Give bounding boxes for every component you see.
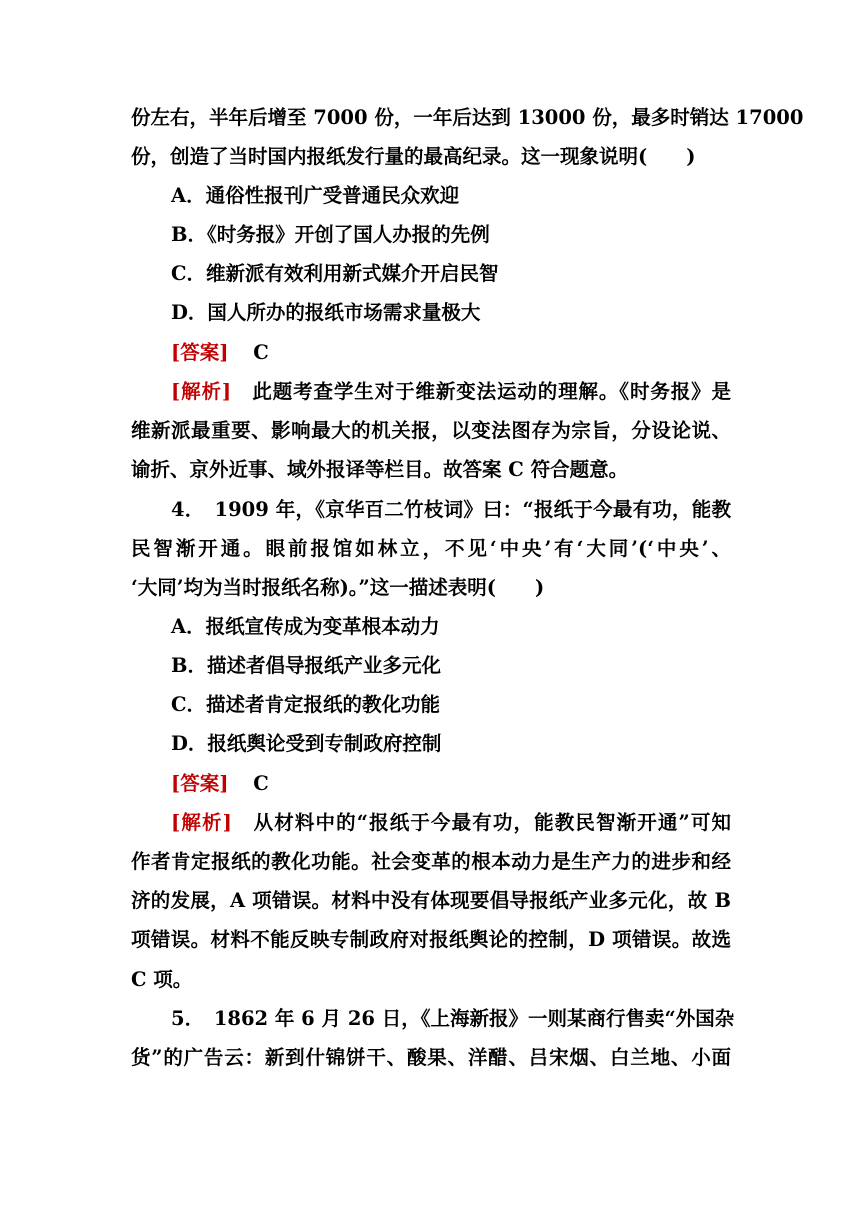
option-d: D．报纸舆论受到专制政府控制 [171,732,442,755]
answer-label: [答案] [171,341,229,364]
answer-value: C [253,341,269,364]
option-c: C．描述者肯定报纸的教化功能 [171,693,441,716]
option-b: B．《时务报》开创了国人办报的先例 [171,223,490,246]
text-line: 货”的广告云：新到什锦饼干、酸果、洋醋、吕宋烟、白兰地、小面 [131,1046,731,1069]
text-line: C 项。 [131,968,193,991]
option-a: A．报纸宣传成为变革根本动力 [171,615,440,638]
analysis-line [171,810,731,836]
analysis-text: 从材料中的“报纸于今最有功，能教民智渐开通”可知 [231,811,731,834]
question-5-title: 5． 1862 年 6 月 26 日，《上海新报》一则某商行售卖“外国杂 [171,1007,735,1030]
text-line: 民智渐开通。眼前报馆如林立，不见‘中央’有‘大同’(‘中央’、 [131,537,731,560]
text-line: ‘大同’均为当时报纸名称)。”这一描述表明( ) [131,576,545,599]
text-line: 份左右，半年后增至 7000 份，一年后达到 13000 份，最多时销达 17000 [131,106,804,129]
option-d: D．国人所办的报纸市场需求量极大 [171,301,481,324]
analysis-label: [解析] [171,811,232,834]
question-4-title: 4． 1909 年，《京华百二竹枝词》曰：“报纸于今最有功，能教 [171,498,731,521]
text-line: 谕折、京外近事、域外报译等栏目。故答案 C 符合题意。 [131,458,629,481]
answer-line [171,771,731,797]
option-c: C．维新派有效利用新式媒介开启民智 [171,262,499,285]
text-line: 项错误。材料不能反映专制政府对报纸舆论的控制，D 项错误。故选 [131,928,731,951]
analysis-label: [解析] [171,380,232,403]
answer-label: [答案] [171,772,229,795]
text-line: 份，创造了当时国内报纸发行量的最高纪录。这一现象说明( ) [131,145,696,168]
option-b: B．描述者倡导报纸产业多元化 [171,654,441,677]
text-line: 维新派最重要、影响最大的机关报，以变法图存为宗旨，分设论说、 [131,419,731,442]
answer-value: C [253,772,269,795]
answer-line [171,340,731,366]
option-a: A．通俗性报刊广受普通民众欢迎 [171,184,460,207]
text-line: 作者肯定报纸的教化功能。社会变革的根本动力是生产力的进步和经 [131,850,731,873]
analysis-text: 此题考查学生对于维新变法运动的理解。《时务报》是 [231,380,731,403]
text-line: 济的发展，A 项错误。材料中没有体现要倡导报纸产业多元化，故 B [131,889,731,912]
analysis-line [171,379,731,405]
